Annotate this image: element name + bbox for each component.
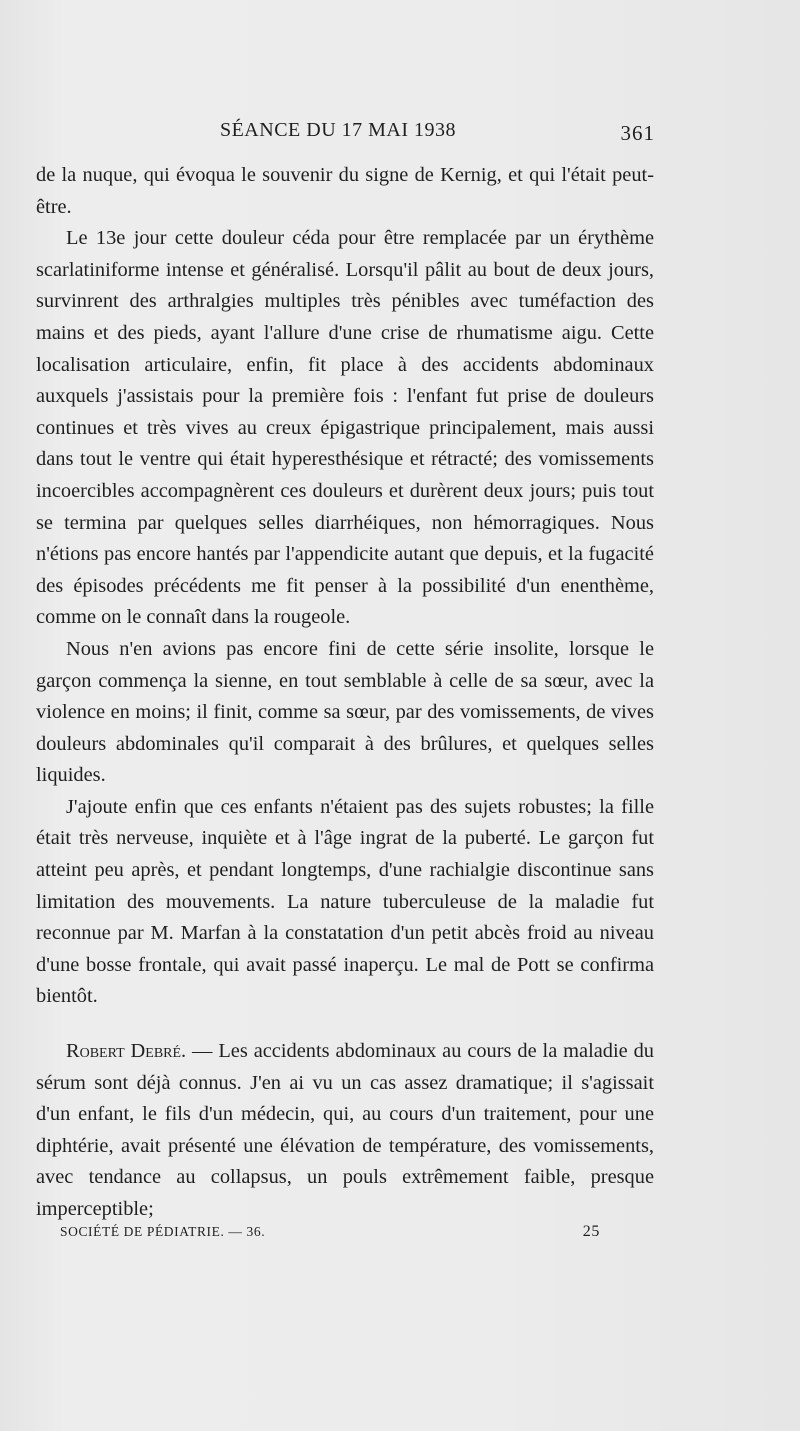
sheet-number: 25 <box>582 1223 600 1240</box>
speaker-name: Robert Debré. <box>66 1040 187 1063</box>
body-text <box>36 160 654 1226</box>
discussion-text: — Les accidents abdominaux au cours de la maladie du sérum sont déjà connus. J'en ai vu un cas assez dramatique; il s'agissait d'un enfant, le fils d'un médecin, qui, au cours d'un traitement, pour une diphtérie, avait présenté une élévation de température, des vomissements, avec tendance au collapsus, un pouls extrêmement faible, presque imperceptible; <box>36 1040 654 1220</box>
paragraph: Nous n'en avions pas encore fini de cette série insolite, lorsque le garçon commença la sienne, en tout semblable à celle de sa sœur, avec la violence en moins; il finit, comme sa sœur, par des vomissements, de vives douleurs abdominales qu'il comparait à des brûlures, et quelques selles liquides. <box>36 637 654 787</box>
page-footer <box>60 1222 600 1246</box>
page-number: 361 <box>620 121 655 145</box>
printer-signature: SOCIÉTÉ DE PÉDIATRIE. — 36. <box>60 1224 266 1239</box>
paragraph: J'ajoute enfin que ces enfants n'étaient pas des sujets robustes; la fille était très nerveuse, inquiète et à l'âge ingrat de la puberté. Le garçon fut atteint peu après, et pendant longtemps, d'une rachialgie discontinue sans limitation des mouvements. La nature tuberculeuse de la maladie fut reconnue par M. Marfan à la constatation d'un petit abcès froid au niveau d'une bosse frontale, qui avait passé inaperçu. Le mal de Pott se confirma bientôt. <box>36 795 654 1008</box>
discussion-paragraph <box>36 1036 654 1226</box>
page-header <box>0 117 800 151</box>
paragraph-continuation: de la nuque, qui évoqua le souvenir du signe de Kernig, et qui l'était peut-être. <box>36 164 654 218</box>
running-head: SÉANCE DU 17 MAI 1938 <box>219 119 457 141</box>
paragraph: Le 13e jour cette douleur céda pour être remplacée par un érythème scarlatiniforme intense et généralisé. Lorsqu'il pâlit au bout de deux jours, survinrent des arthralgies multiples très pénibles avec tuméfaction des mains et des pieds, ayant l'allure d'une crise de rhumatisme aigu. Cette localisation articulaire, enfin, fit place à des accidents abdominaux auxquels j'assistais pour la première fois : l'enfant fut prise de douleurs continues et très vives au creux épigastrique principalement, mais aussi dans tout le ventre qui était hyperesthésique et rétracté; des vomissements incoercibles accompagnèrent ces douleurs et durèrent deux jours; puis tout se termina par quelques selles diarrhéiques, non hémorragiques. Nous n'étions pas encore hantés par l'appendicite autant que depuis, et la fugacité des épisodes précédents me fit penser à la possibilité d'un enenthème, comme on le connaît dans la rougeole. <box>36 227 654 629</box>
